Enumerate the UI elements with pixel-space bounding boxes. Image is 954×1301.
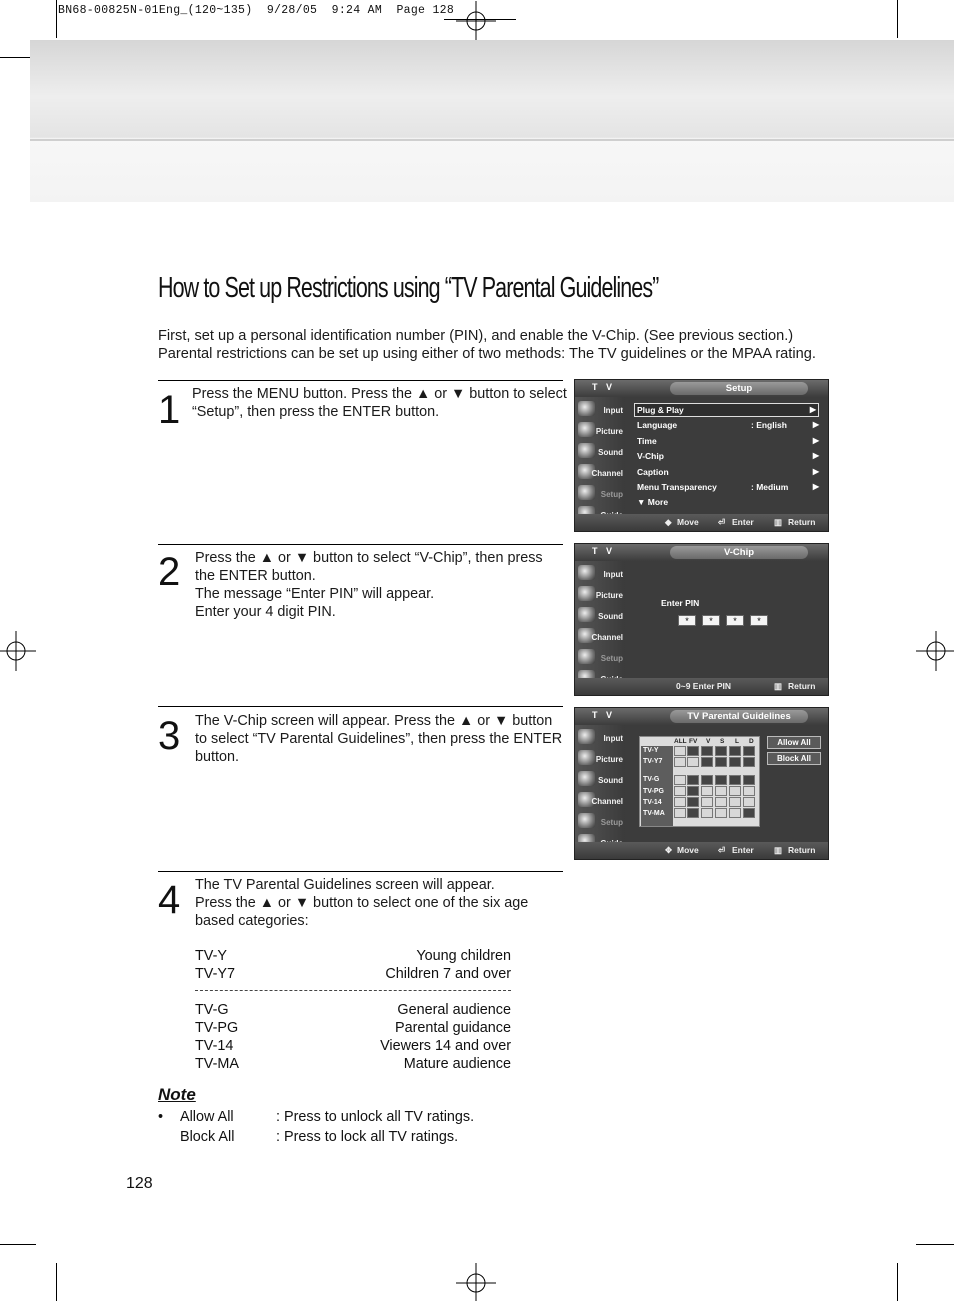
sidebar-item-picture[interactable] [575,420,625,441]
note-description: : Press to unlock all TV ratings. [276,1109,475,1125]
crop-mark [0,1244,36,1245]
sidebar-item-input[interactable] [575,399,625,420]
crop-mark [916,1244,954,1245]
sound-icon [578,607,595,622]
arrow-right-icon: ▶ [809,405,816,414]
rating-lock-cell[interactable] [743,757,755,767]
rating-grid [639,736,760,827]
picture-icon [578,422,595,437]
registration-mark-icon [0,631,40,671]
return-icon: ▥ [774,845,783,855]
sidebar-item-input[interactable] [575,563,625,584]
grid-column-header: S [720,738,725,745]
osd-footer [575,842,828,859]
rating-lock-cell[interactable] [674,808,686,818]
crop-mark [56,0,57,38]
allow-all-button[interactable]: Allow All [767,736,821,749]
sidebar-item-setup[interactable] [575,811,625,832]
age-description: Children 7 and over [385,966,511,982]
age-description: Young children [416,948,511,964]
osd-sidebar [575,561,625,680]
menu-item-plug-and-play[interactable] [634,403,819,417]
intro-line: First, set up a personal identification number (PIN), and enable the V-Chip. (See previous section.) [158,328,794,344]
arrow-right-icon: ▶ [812,482,819,491]
step-line: The V-Chip screen will appear. Press the ▲ or ▼ button [195,713,553,729]
rating-lock-cell[interactable] [701,746,713,756]
step-divider [158,380,563,381]
pin-digit-field[interactable]: * [702,615,720,626]
osd-title-bar [575,380,828,397]
move-icon: ◆ [665,517,672,527]
age-description: Viewers 14 and over [380,1038,511,1054]
banner-divider [30,139,954,141]
note-description: : Press to lock all TV ratings. [276,1129,459,1145]
grid-row-label: TV-Y [643,747,659,754]
menu-item-label: Caption [637,467,669,477]
arrow-right-icon: ▶ [812,436,819,445]
menu-item-caption[interactable] [637,467,819,481]
sidebar-item-channel[interactable] [575,626,625,647]
grid-column-header: V [706,738,711,745]
age-category-row [195,966,511,984]
osd-menu [625,397,829,516]
sidebar-item-label: Picture [595,427,623,436]
rating-lock-cell[interactable] [674,746,686,756]
grid-row-label: TV-G [643,776,660,783]
age-category-row [195,1038,511,1056]
step-number: 1 [158,388,181,432]
rating-lock-cell[interactable] [701,757,713,767]
registration-mark-icon [914,631,954,671]
registration-mark-icon [456,1263,496,1301]
tv-screen-vchip-pin [574,543,829,696]
rating-lock-cell[interactable] [729,746,741,756]
setup-icon [578,485,595,500]
osd-sidebar [575,725,625,844]
step-line: The TV Parental Guidelines screen will appear. [195,877,495,893]
footer-move-label: Move [677,517,699,527]
sidebar-item-label: Channel [591,633,623,642]
tv-screen-setup [574,379,829,532]
step-3-text [195,712,562,766]
sidebar-item-channel[interactable] [575,790,625,811]
age-description: Parental guidance [394,1020,511,1036]
rating-lock-cell[interactable] [674,757,686,767]
age-category-row [195,948,511,966]
category-separator [195,990,511,991]
osd-guidelines-panel [625,725,829,844]
rating-lock-cell[interactable] [701,786,713,796]
sidebar-item-channel[interactable] [575,462,625,483]
menu-item-value: : Medium [751,482,789,492]
rating-lock-cell[interactable] [743,775,755,785]
sidebar-item-picture[interactable] [575,584,625,605]
crop-mark [897,1263,898,1301]
rating-lock-cell[interactable] [674,797,686,807]
step-line: button. [195,749,240,765]
age-category-row [195,1056,511,1074]
sidebar-item-picture[interactable] [575,748,625,769]
setup-icon [578,813,595,828]
step-line: The message “Enter PIN” will appear. [195,586,435,602]
arrow-right-icon: ▶ [812,451,819,460]
step-line: based categories: [195,913,309,929]
rating-lock-cell[interactable] [687,757,699,767]
rating-lock-cell[interactable] [674,775,686,785]
rating-lock-cell[interactable] [687,786,699,796]
rating-lock-cell[interactable] [701,797,713,807]
footer-enter-label: Enter [732,845,754,855]
header-banner [30,40,954,202]
grid-column-header: D [749,738,754,745]
grid-row-label: TV-MA [643,810,665,817]
grid-row-label: TV-PG [643,788,665,795]
sidebar-item-label: Sound [598,612,623,621]
step-line: to select “TV Parental Guidelines”, then press the ENTER [195,731,563,747]
rating-lock-cell[interactable] [729,775,741,785]
rating-lock-cell[interactable] [715,786,727,796]
menu-item-time[interactable] [637,436,819,450]
tv-label: T V [592,382,616,392]
input-icon [578,729,595,744]
step-line: Press the MENU button. Press the ▲ or ▼ button to select [192,386,567,402]
page-number: 128 [126,1175,153,1192]
grid-row-label: TV-14 [643,799,662,806]
sidebar-item-sound[interactable] [575,769,625,790]
footer-return-label: Return [788,845,816,855]
sidebar-item-sound[interactable] [575,441,625,462]
footer-return-label: Return [788,517,816,527]
rating-lock-cell[interactable] [715,775,727,785]
pin-digit-field[interactable]: * [726,615,744,626]
age-category-row [195,1020,511,1038]
tv-label: T V [592,710,616,720]
grid-row-label: TV-Y7 [643,758,663,765]
enter-icon: ⏎ [718,845,726,855]
footer-move-label: Move [677,845,699,855]
sidebar-item-label: Setup [600,490,623,499]
input-icon [578,401,595,416]
sidebar-item-setup[interactable] [575,647,625,668]
arrow-right-icon: ▶ [812,420,819,429]
footer-enter-label: Enter [732,517,754,527]
tv-label: T V [592,546,616,556]
step-divider [158,706,563,707]
sidebar-item-label: Sound [598,776,623,785]
step-line: Press the ▲ or ▼ button to select one of the six age [195,895,529,911]
footer-hint-label: 0~9 Enter PIN [676,681,732,691]
menu-item-language[interactable] [637,420,819,434]
pin-digit-field[interactable]: * [678,615,696,626]
osd-footer [575,678,828,695]
rating-lock-cell[interactable] [729,808,741,818]
rating-lock-cell[interactable] [687,797,699,807]
crop-mark [56,1263,57,1301]
menu-item-label: ▼ More [637,497,669,507]
sidebar-item-label: Sound [598,448,623,457]
menu-item-label: Plug & Play [637,405,684,415]
age-code: TV-MA [195,1056,239,1072]
intro-text [158,327,816,363]
age-description: Mature audience [403,1056,511,1072]
picture-icon [578,750,595,765]
sidebar-item-input[interactable] [575,727,625,748]
return-icon: ▥ [774,517,783,527]
rating-lock-cell[interactable] [729,786,741,796]
rating-lock-cell[interactable] [715,797,727,807]
sidebar-item-label: Channel [591,797,623,806]
note-heading: Note [158,1085,196,1104]
menu-item-menu-transparency[interactable] [637,482,819,496]
step-divider [158,544,563,545]
move-icon: ✥ [665,845,673,855]
step-line: Enter your 4 digit PIN. [195,604,336,620]
sidebar-item-label: Setup [600,654,623,663]
osd-title: Setup [670,382,808,395]
note-term: Allow All [180,1109,234,1125]
registration-mark-icon [456,1,496,41]
step-line: “Setup”, then press the ENTER button. [192,404,440,420]
step-number: 2 [158,550,181,594]
rating-lock-cell[interactable] [743,786,755,796]
menu-item-label: Time [637,436,657,446]
rating-lock-cell[interactable] [729,797,741,807]
rating-lock-cell[interactable] [743,808,755,818]
age-code: TV-PG [195,1020,239,1036]
page-title: How to Set up Restrictions using “TV Parental Guidelines” [158,272,659,304]
footer-return-label: Return [788,681,816,691]
picture-icon [578,586,595,601]
note-bullet: • [158,1109,164,1125]
sidebar-item-setup[interactable] [575,483,625,504]
arrow-right-icon: ▶ [812,467,819,476]
age-category-row [195,1002,511,1020]
sidebar-item-label: Channel [591,469,623,478]
age-code: TV-Y [195,948,227,964]
rating-lock-cell[interactable] [674,786,686,796]
step-number: 4 [158,878,181,922]
note-term: Block All [180,1129,235,1145]
rating-lock-cell[interactable] [743,797,755,807]
input-icon [578,565,595,580]
age-description: General audience [397,1002,511,1018]
tv-screen-parental-guidelines [574,707,829,860]
rating-lock-cell[interactable] [715,808,727,818]
step-divider [158,871,563,872]
step-line: Press the ▲ or ▼ button to select “V-Chip”, then press [195,550,543,566]
sidebar-item-label: Picture [595,755,623,764]
menu-item-value: : English [751,420,787,430]
sound-icon [578,443,595,458]
menu-item-more[interactable] [637,497,819,511]
sound-icon [578,771,595,786]
sidebar-item-label: Input [603,406,623,415]
osd-title-bar [575,708,828,725]
grid-column-header: L [735,738,739,745]
menu-item-label: V-Chip [637,451,664,461]
grid-column-header: ALL [674,738,687,745]
return-icon: ▥ [774,681,783,691]
rating-lock-cell[interactable] [701,775,713,785]
osd-sidebar [575,397,625,516]
menu-item-v-chip[interactable] [637,451,819,465]
age-code: TV-14 [195,1038,234,1054]
step-line: the ENTER button. [195,568,316,584]
step-4-text [195,876,528,930]
menu-item-label: Language [637,420,678,430]
step-1-text [192,385,567,421]
rating-lock-cell[interactable] [743,746,755,756]
step-number: 3 [158,714,181,758]
block-all-button[interactable]: Block All [767,752,821,765]
osd-footer [575,514,828,531]
menu-item-label: Menu Transparency [637,482,717,492]
enter-pin-label: Enter PIN [661,598,700,608]
grid-column-header: FV [689,738,698,745]
sidebar-item-label: Input [603,570,623,579]
age-code: TV-G [195,1002,229,1018]
sidebar-item-label: Setup [600,818,623,827]
crop-mark [897,0,898,38]
sidebar-item-sound[interactable] [575,605,625,626]
rating-lock-cell[interactable] [715,746,727,756]
osd-title-bar [575,544,828,561]
sidebar-item-label: Input [603,734,623,743]
rating-lock-cell[interactable] [687,808,699,818]
osd-title: TV Parental Guidelines [670,710,808,723]
step-2-text [195,549,543,621]
rating-lock-cell[interactable] [715,757,727,767]
intro-line: Parental restrictions can be set up using either of two methods: The TV guidelines or the MPAA rating. [158,346,816,362]
osd-title: V-Chip [670,546,808,559]
rating-lock-cell[interactable] [687,775,699,785]
rating-lock-cell[interactable] [701,808,713,818]
setup-icon [578,649,595,664]
enter-icon: ⏎ [718,517,726,527]
sidebar-item-label: Picture [595,591,623,600]
pin-digit-field[interactable]: * [750,615,768,626]
age-code: TV-Y7 [195,966,235,982]
osd-pin-panel [625,561,829,680]
print-header: BN68-00825N-01Eng_(120~135) 9/28/05 9:24 AM Page 128 [58,4,455,17]
rating-lock-cell[interactable] [729,757,741,767]
rating-lock-cell[interactable] [687,746,699,756]
